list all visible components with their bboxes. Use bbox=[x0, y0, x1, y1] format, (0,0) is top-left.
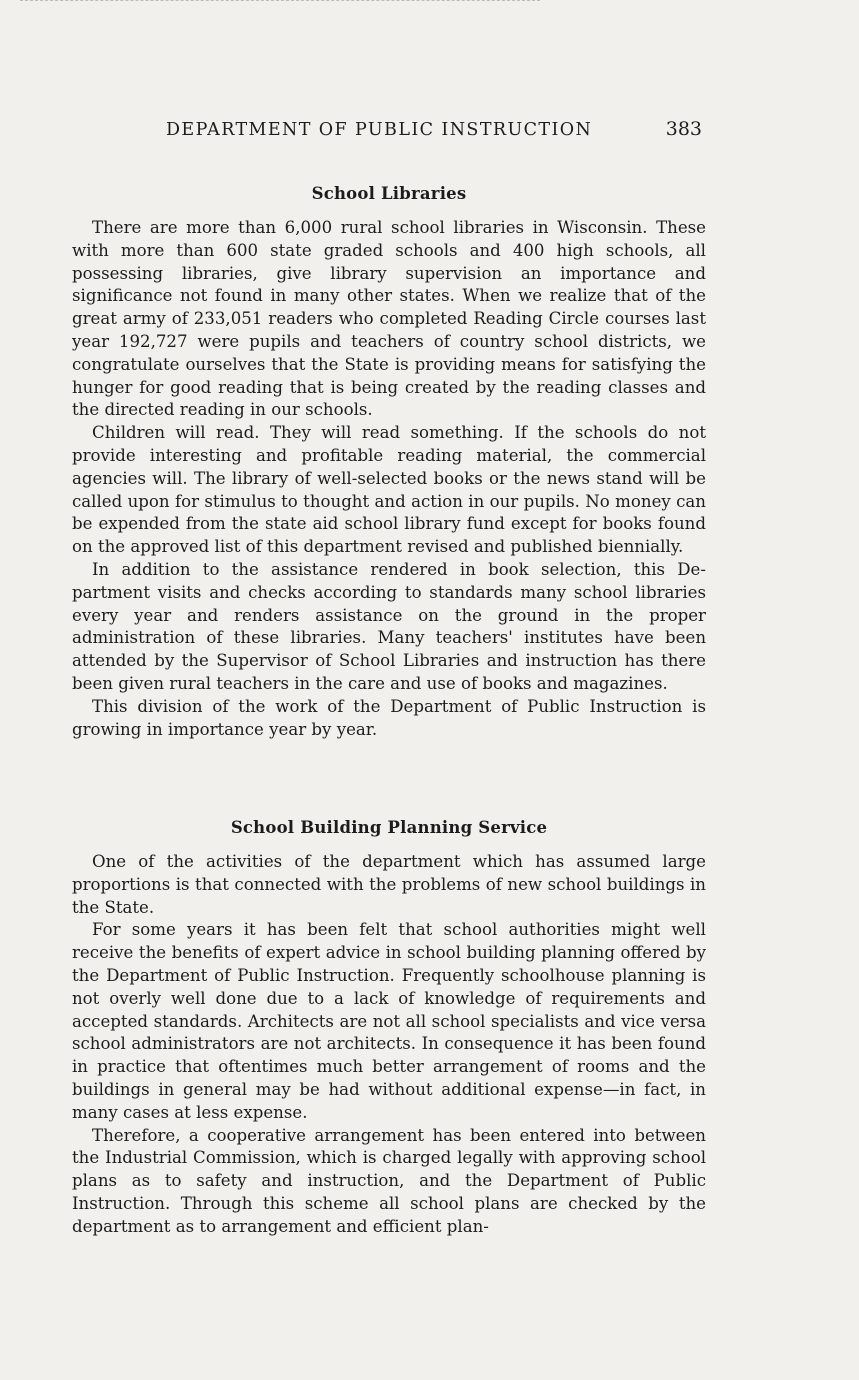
paragraph: Children will read. They will read something. If the schools do not provide interesting and profitable reading material, the commercial agencies will. The library of well-selected books or the news stand will be called upon for stimulus to thought and action in our pupils. No money can be expended from the state aid school library fund except for books found on the approved list of this department revised and published biennially. bbox=[72, 423, 706, 557]
paragraph: One of the activities of the department which has assumed large proportions is that connected with the problems of new school buildings in the State. bbox=[72, 852, 706, 917]
section-heading: School Building Planning Service bbox=[230, 818, 548, 837]
top-edge-rule bbox=[20, 0, 540, 3]
section-school-libraries bbox=[72, 184, 706, 741]
paragraph: This division of the work of the Department of Public Instruction is growing in importance year by year. bbox=[72, 696, 706, 739]
paragraph: There are more than 6,000 rural school libraries in Wisconsin. These with more than 600 state graded schools and 400 high schools, all possessing libraries, give library supervision an importance and significance not found in many other states. When we realize that of the great army of 233,051 readers who completed Reading Circle courses last year 192,727 were pupils and teachers of country school districts, we congratulate ourselves that the State is providing means for satisfying the hunger for good reading that is being created by the reading classes and the directed reading in our schools. bbox=[72, 218, 706, 420]
paragraph: Therefore, a cooperative arrangement has been entered into between the Industrial Commission, which is charged legally with approving school plans as to safety and instruction, and the Department of Public Instruction. Through this scheme all school plans are checked by the department as to arrangement and efficient plan- bbox=[72, 1125, 706, 1236]
running-head bbox=[70, 120, 710, 144]
page-number: 383 bbox=[665, 118, 702, 140]
section-heading: School Libraries bbox=[311, 184, 467, 203]
section-school-building-planning bbox=[72, 818, 706, 1239]
running-head-title: DEPARTMENT OF PUBLIC INSTRUCTION bbox=[166, 120, 593, 140]
paragraph: In addition to the assistance rendered in book selection, this Department visits and checks according to standards many school libraries every year and renders assistance on the ground in the proper administration of these libraries. Many teachers' institutes have been attended by the Supervisor of School Libraries and instruction has there been given rural teachers in the care and use of books and magazines. bbox=[72, 559, 706, 693]
paragraph: For some years it has been felt that school authorities might well receive the benefits of expert advice in school building planning offered by the Department of Public Instruction. Frequently schoolhouse planning is not overly well done due to a lack of knowledge of requirements and accepted standards. Architects are not all school specialists and vice versa school administrators are not architects. In consequence it has been found in practice that oftentimes much better arrangement of rooms and the buildings in general may be had without additional expense—in fact, in many cases at less expense. bbox=[72, 920, 706, 1122]
